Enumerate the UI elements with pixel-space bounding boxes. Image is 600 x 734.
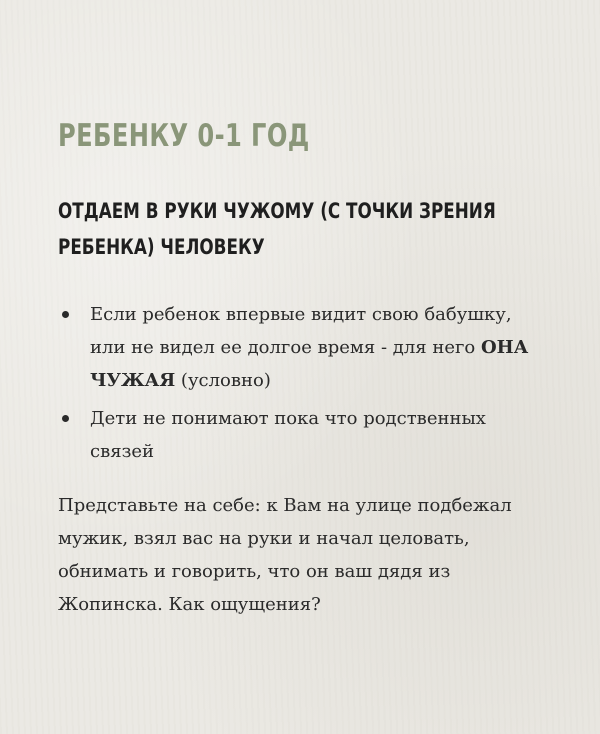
bullet-text: Дети не понимают пока что родственных связей xyxy=(90,408,486,462)
body-paragraph: Представьте на себе: к Вам на улице подбежал мужик, взял вас на руки и начал целовать, обнимать и говорить, что он ваш дядя из Жопинска. Как ощущения? xyxy=(58,495,512,615)
bullet-list xyxy=(58,298,538,473)
bullet-item xyxy=(58,402,538,468)
bullet-text: Если ребенок впервые видит свою бабушку, или не видел ее долгое время - для него xyxy=(90,304,512,358)
slide-title: РЕБЕНКУ 0-1 ГОД xyxy=(58,118,310,154)
bullet-item xyxy=(58,298,538,397)
bullet-dot-icon xyxy=(62,415,69,422)
bullet-text-suffix: (условно) xyxy=(175,370,271,391)
slide-subtitle: ОТДАЕМ В РУКИ ЧУЖОМУ (С ТОЧКИ ЗРЕНИЯ РЕБЕНКА) ЧЕЛОВЕКУ xyxy=(58,199,496,259)
bullet-dot-icon xyxy=(62,311,69,318)
bullet-emphasis: ОНА ЧУЖАЯ xyxy=(90,337,529,391)
